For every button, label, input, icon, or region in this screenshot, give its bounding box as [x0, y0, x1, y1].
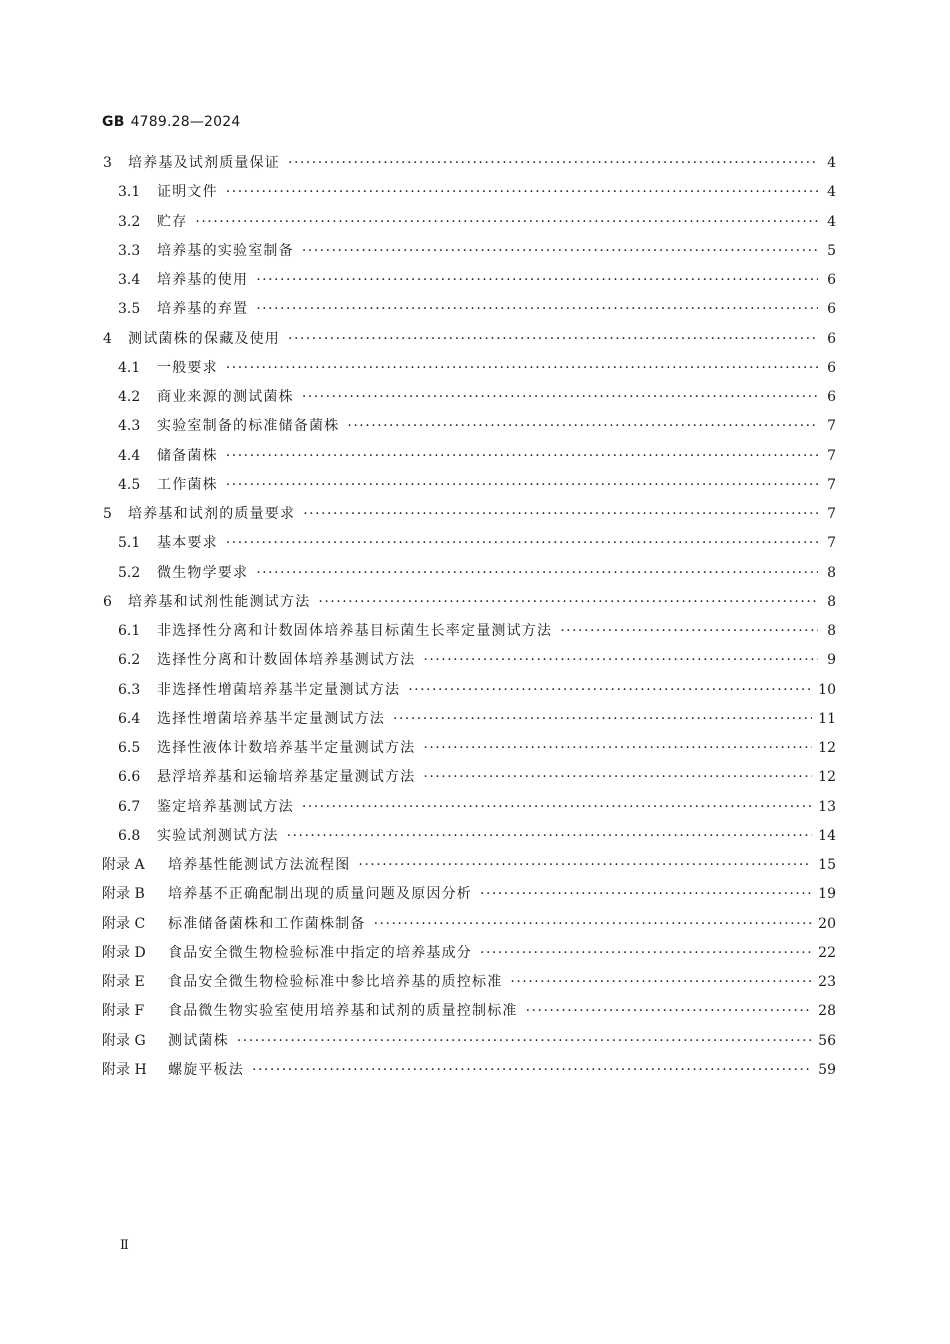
toc-entry-number: 3.5	[118, 301, 141, 318]
toc-entry-title: 螺旋平板法	[168, 1061, 244, 1078]
toc-entry-title: 微生物学要求	[157, 564, 249, 581]
toc-entry-number: 5.2	[118, 564, 141, 581]
toc-entry[interactable]	[118, 562, 836, 584]
toc-leader-dots	[347, 418, 818, 434]
toc-entry-title: 工作菌株	[157, 476, 218, 493]
toc-entry-title: 悬浮培养基和运输培养基定量测试方法	[157, 769, 416, 786]
toc-entry-number: 4.1	[118, 359, 141, 376]
toc-entry[interactable]	[118, 386, 836, 408]
toc-entry-title: 培养基性能测试方法流程图	[168, 857, 351, 873]
toc-leader-dots	[408, 682, 812, 698]
page-number: Ⅱ	[120, 1238, 129, 1253]
toc-entry-page: 6	[827, 389, 836, 405]
toc-entry-number: 附录 G	[102, 1032, 146, 1049]
toc-entry-page: 19	[818, 886, 836, 903]
toc-entry-number: 附录 E	[102, 974, 145, 990]
toc-leader-dots	[302, 389, 818, 405]
toc-entry[interactable]	[118, 357, 836, 379]
toc-entry-number: 6.7	[118, 798, 141, 815]
toc-entry-title: 标准储备菌株和工作菌株制备	[168, 915, 366, 932]
toc-entry[interactable]	[118, 825, 836, 847]
toc-entry[interactable]	[118, 240, 836, 262]
toc-entry-title: 一般要求	[157, 359, 218, 376]
toc-entry-title: 证明文件	[157, 184, 218, 201]
toc-entry-number: 4.2	[118, 389, 141, 405]
toc-entry[interactable]	[118, 269, 836, 291]
toc-entry[interactable]	[118, 211, 836, 233]
toc-entry-page: 4	[827, 155, 836, 171]
toc-entry-page: 20	[818, 915, 836, 932]
toc-entry[interactable]	[102, 1059, 836, 1081]
toc-leader-dots	[393, 711, 812, 727]
toc-entry-number: 5.1	[118, 535, 141, 552]
toc-entry-title: 食品安全微生物检验标准中指定的培养基成分	[168, 944, 472, 961]
toc-entry[interactable]	[103, 152, 836, 174]
toc-leader-dots	[287, 828, 813, 844]
toc-entry-number: 附录 D	[102, 944, 146, 961]
toc-entry-title: 培养基和试剂的质量要求	[128, 506, 296, 522]
toc-entry-title: 培养基的使用	[157, 272, 249, 288]
toc-entry[interactable]	[118, 679, 836, 701]
toc-entry[interactable]	[118, 474, 836, 496]
toc-leader-dots	[256, 301, 818, 317]
toc-entry[interactable]	[118, 532, 836, 554]
toc-leader-dots	[303, 506, 818, 522]
toc-entry[interactable]	[102, 854, 836, 876]
toc-leader-dots	[237, 1033, 812, 1049]
toc-entry-page: 11	[818, 710, 836, 727]
toc-entry-title: 非选择性分离和计数固体培养基目标菌生长率定量测试方法	[157, 623, 553, 639]
toc-entry-title: 培养基的弃置	[157, 301, 249, 318]
toc-entry-title: 实验试剂测试方法	[157, 827, 279, 844]
toc-leader-dots	[195, 214, 818, 230]
toc-entry[interactable]	[103, 503, 836, 525]
toc-entry-page: 7	[827, 418, 836, 435]
toc-leader-dots	[256, 272, 818, 288]
toc-entry-page: 22	[818, 944, 836, 961]
toc-entry[interactable]	[118, 415, 836, 437]
toc-entry-page: 8	[827, 623, 836, 639]
toc-entry-number: 4.3	[118, 418, 141, 435]
toc-leader-dots	[480, 886, 812, 902]
toc-entry-page: 6	[827, 301, 836, 318]
toc-leader-dots	[423, 769, 812, 785]
toc-entry-title: 实验室制备的标准储备菌株	[157, 418, 340, 435]
toc-entry-title: 商业来源的测试菌株	[157, 389, 294, 405]
toc-entry[interactable]	[102, 913, 836, 935]
standard-number: 4789.28—2024	[130, 114, 241, 130]
toc-entry-number: 6.3	[118, 681, 141, 698]
toc-leader-dots	[374, 916, 813, 932]
toc-entry-page: 56	[818, 1032, 836, 1049]
document-header	[102, 114, 241, 130]
toc-leader-dots	[358, 857, 812, 873]
toc-entry-number: 6.5	[118, 740, 141, 756]
toc-entry-page: 28	[818, 1003, 836, 1020]
toc-leader-dots	[560, 623, 818, 639]
toc-entry[interactable]	[103, 328, 836, 350]
toc-entry-number: 3.4	[118, 272, 141, 288]
toc-entry-title: 鉴定培养基测试方法	[157, 798, 294, 815]
toc-entry-number: 4.4	[118, 447, 141, 464]
toc-leader-dots	[480, 945, 812, 961]
standard-prefix: GB	[102, 114, 125, 130]
toc-leader-dots	[226, 184, 818, 200]
toc-entry-page: 8	[827, 593, 836, 610]
toc-entry-page: 8	[827, 564, 836, 581]
toc-entry-title: 食品微生物实验室使用培养基和试剂的质量控制标准	[168, 1003, 518, 1020]
toc-entry-page: 6	[827, 330, 836, 347]
toc-entry-page: 13	[818, 798, 836, 815]
toc-leader-dots	[526, 1003, 813, 1019]
toc-leader-dots	[423, 740, 812, 756]
toc-entry-page: 15	[818, 857, 836, 873]
toc-entry[interactable]	[118, 620, 836, 642]
toc-entry[interactable]	[102, 1030, 836, 1052]
toc-leader-dots	[226, 477, 818, 493]
toc-entry-title: 培养基的实验室制备	[157, 242, 294, 259]
toc-entry-number: 3.1	[118, 184, 141, 201]
toc-entry-title: 选择性增菌培养基半定量测试方法	[157, 710, 385, 727]
toc-entry-page: 12	[818, 740, 836, 756]
toc-entry-number: 4	[103, 330, 112, 347]
toc-leader-dots	[318, 594, 818, 610]
toc-entry-title: 选择性液体计数培养基半定量测试方法	[157, 740, 416, 756]
toc-entry-number: 附录 F	[102, 1003, 145, 1020]
toc-entry-page: 6	[827, 359, 836, 376]
toc-leader-dots	[256, 565, 818, 581]
toc-entry-number: 附录 C	[102, 915, 146, 932]
toc-leader-dots	[252, 1062, 812, 1078]
toc-entry[interactable]	[102, 883, 836, 905]
toc-entry-number: 6.8	[118, 827, 141, 844]
toc-entry[interactable]	[102, 1000, 836, 1022]
toc-entry-number: 3.3	[118, 242, 141, 259]
toc-entry-number: 5	[103, 506, 112, 522]
toc-entry[interactable]	[102, 971, 836, 993]
toc-entry[interactable]	[118, 298, 836, 320]
toc-entry-page: 6	[827, 272, 836, 288]
toc-entry[interactable]	[118, 796, 836, 818]
toc-entry-number: 6.2	[118, 652, 141, 669]
toc-entry-number: 附录 H	[102, 1061, 147, 1078]
toc-entry-number: 3.2	[118, 213, 141, 230]
toc-entry-page: 10	[818, 681, 836, 698]
toc-entry[interactable]	[102, 942, 836, 964]
toc-leader-dots	[226, 448, 818, 464]
toc-entry-page: 12	[818, 769, 836, 786]
toc-leader-dots	[226, 535, 818, 551]
toc-entry-title: 培养基及试剂质量保证	[128, 155, 280, 171]
toc-entry-page: 7	[827, 476, 836, 493]
toc-entry-title: 非选择性增菌培养基半定量测试方法	[157, 681, 401, 698]
toc-entry-title: 基本要求	[157, 535, 218, 552]
toc-entry-page: 4	[827, 184, 836, 201]
toc-entry-title: 培养基和试剂性能测试方法	[128, 593, 311, 610]
toc-leader-dots	[288, 155, 818, 171]
toc-entry[interactable]	[118, 445, 836, 467]
toc-entry-title: 培养基不正确配制出现的质量问题及原因分析	[168, 886, 472, 903]
toc-entry-title: 储备菌株	[157, 447, 218, 464]
toc-entry-title: 食品安全微生物检验标准中参比培养基的质控标准	[168, 974, 503, 990]
toc-entry[interactable]	[118, 737, 836, 759]
toc-entry-page: 7	[827, 506, 836, 522]
toc-entry-page: 5	[827, 242, 836, 259]
toc-leader-dots	[302, 799, 812, 815]
toc-leader-dots	[288, 331, 818, 347]
toc-entry-number: 附录 A	[102, 857, 145, 873]
toc-entry-number: 附录 B	[102, 886, 145, 903]
toc-entry-number: 6.4	[118, 710, 141, 727]
toc-entry[interactable]	[118, 649, 836, 671]
toc-entry-title: 贮存	[157, 213, 188, 230]
toc-entry-page: 23	[818, 974, 836, 990]
toc-entry-page: 59	[818, 1061, 836, 1078]
toc-entry-number: 4.5	[118, 476, 141, 493]
toc-entry-number: 6.1	[118, 623, 141, 639]
toc-entry-number: 6.6	[118, 769, 141, 786]
toc-entry-page: 14	[818, 827, 836, 844]
toc-entry[interactable]	[118, 181, 836, 203]
toc-entry-page: 7	[827, 447, 836, 464]
toc-leader-dots	[302, 243, 818, 259]
toc-entry-page: 9	[827, 652, 836, 669]
toc-leader-dots	[226, 360, 818, 376]
toc-entry[interactable]	[118, 766, 836, 788]
toc-leader-dots	[510, 974, 812, 990]
toc-entry[interactable]	[103, 591, 836, 613]
toc-entry[interactable]	[118, 708, 836, 730]
toc-entry-page: 4	[827, 213, 836, 230]
toc-entry-number: 3	[103, 155, 112, 171]
toc-leader-dots	[423, 652, 818, 668]
toc-entry-title: 选择性分离和计数固体培养基测试方法	[157, 652, 416, 669]
toc-entry-page: 7	[827, 535, 836, 552]
toc-entry-title: 测试菌株的保藏及使用	[128, 330, 280, 347]
toc-entry-number: 6	[103, 593, 112, 610]
toc-entry-title: 测试菌株	[168, 1032, 229, 1049]
